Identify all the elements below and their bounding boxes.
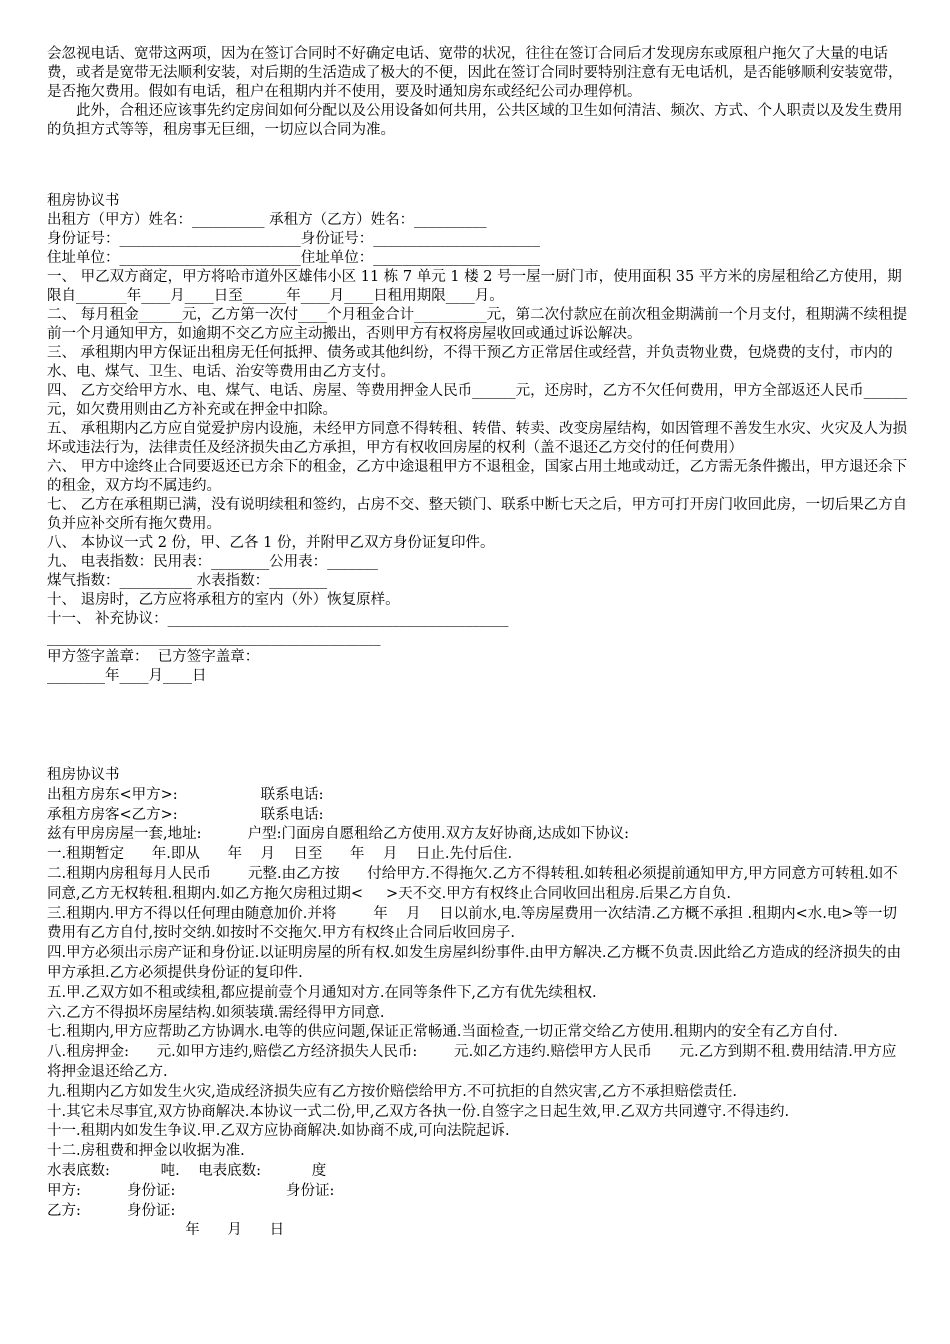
contract-2-meter-readings: 水表底数: 吨. 电表底数: 度 [47,1162,327,1179]
contract-2-clause-1: 一.租期暂定 年.即从 年 月 日至 年 月 日止.先付后住. [47,846,513,863]
contract-2-clause-11: 十一.租期内如发生争议.甲.乙双方应协商解决.如协商不成,可向法院起诉. [47,1123,510,1140]
contract-2-date: 年 月 日 [47,1222,285,1239]
contract-1-clause-3: 三、 承租期内甲方保证出租房无任何抵押、债务或其他纠纷，不得干预乙方正常居住或经营，并负责物业费，包烧费的支付，市内的水、电、煤气、卫生、电话、治安等费用由乙方支付。 [47,345,893,380]
contract-1-clause-5: 五、 承租期内乙方应自觉爱护房内设施，未经甲方同意不得转租、转借、转卖、改变房屋结构，如因管理不善发生水灾、火灾及人为损坏或违法行为，法律责任及经济损失由乙方承担，甲方有权收回房屋的权利（盖不退还乙方交付的任何费用） [47,421,908,456]
contract-2 [47,766,909,1241]
contract-2-clause-3: 三.租期内.甲方不得以任何理由随意加价.并将 年 月 日以前水,电.等房屋费用一次结清.乙方概不承担 .租期内<水.电>等一切费用有乙方自付,按时交纳.如按时不交拖欠.甲方有权终止合同后收回房子. [47,905,898,942]
contract-2-clause-9: 九.租期内乙方如发生火灾,造成经济损失应有乙方按价赔偿给甲方.不可抗拒的自然灾害,乙方不承担赔偿责任. [47,1083,738,1100]
contract-2-clause-12: 十二.房租费和押金以收据为准. [47,1143,245,1160]
contract-2-clause-4: 四.甲方必须出示房产证和身份证.以证明房屋的所有权.如发生房屋纠纷事件.由甲方解决.乙方概不负责.因此给乙方造成的经济损失的由甲方承担.乙方必须提供身份证的复印件. [47,945,902,981]
intro-paragraph-2: 此外，合租还应该事先约定房间如何分配以及公用设备如何共用，公共区域的卫生如何清洁、频次、方式、个人职责以及发生费用的负担方式等等，租房事无巨细，一切应以合同为准。 [47,103,903,138]
contract-1 [47,192,909,686]
contract-1-title: 租房协议书 [47,193,120,209]
contract-2-clause-8: 八.租房押金: 元.如甲方违约,赔偿乙方经济损失人民币: 元.如乙方违约.赔偿甲方人民币 元.乙方到期不租.费用结清.甲方应将押金退还给乙方. [47,1044,897,1080]
contract-2-landlord: 出租方房东<甲方>: 联系电话: [47,786,324,803]
intro-paragraph-1: 会忽视电话、宽带这两项，因为在签订合同时不好确定电话、宽带的状况，往往在签订合同后才发现房东或原租户拖欠了大量的电话费，或者是宽带无法顺利安装，对后期的生活造成了极大的不便，因此在签订合同时要特别注意有无电话机，是否能够顺利安装宽带，是否拖欠费用。假如有电话，租户在租期内并不使用，要及时通知房东或经纪公司办理停机。 [47,46,903,100]
contract-1-id-numbers: 身份证号：_________________________身份证号：_______________________ [47,231,540,247]
contract-2-party-a: 甲方: 身份证: 身份证: [47,1182,335,1199]
contract-2-clause-5: 五.甲.乙双方如不租或续租,都应提前壹个月通知对方.在同等条件下,乙方有优先续租权. [47,984,597,1001]
contract-1-clause-10: 十、 退房时，乙方应将承租方的室内（外）恢复原样。 [47,592,400,608]
contract-1-clause-6: 六、 甲方中途终止合同要返还已方余下的租金，乙方中途退租甲方不退租金，国家占用土地或动迁，乙方需无条件搬出，甲方退还余下的租金，双方均不属违约。 [47,459,908,494]
contract-1-addresses: 住址单位：_________________________住址单位：_______________________ [47,250,540,266]
contract-2-clause-7: 七.租期内,甲方应帮助乙方协调水.电等的供应问题,保证正常畅通.当面检查,一切正常交给乙方使用.租期内的安全有乙方自付. [47,1024,838,1041]
contract-2-property: 兹有甲房房屋一套,地址: 户型:门面房自愿租给乙方使用.双方友好协商,达成如下协议: [47,826,630,843]
contract-2-clause-6: 六.乙方不得损坏房屋结构.如须装璜.需经得甲方同意. [47,1004,385,1021]
contract-1-clause-1: 一、 甲乙双方商定，甲方将哈市道外区雄伟小区 11 栋 7 单元 1 楼 2 号一屋一厨门市，使用面积 35 平方米的房屋租给乙方使用，期限自_______年____月____日至______年____月____日租用期限____月。 [47,269,902,304]
contract-1-clause-7: 七、 乙方在承租期已满，没有说明续租和签约，占房不交、整天锁门、联系中断七天之后，甲方可打开房门收回此房，一切后果乙方自负并应补交所有拖欠费用。 [47,497,908,532]
contract-1-date: ________年____月____日 [47,668,207,684]
contract-1-party-names: 出租方（甲方）姓名：__________ 承租方（乙方）姓名：__________ [47,212,487,228]
contract-1-clause-8: 八、 本协议一式 2 份，甲、乙各 1 份，并附甲乙双方身份证复印件。 [47,535,495,551]
contract-1-clause-11-line: ______________________________________________ [47,630,381,646]
contract-1-clause-9: 九、 电表指数：民用表：________公用表：_______ [47,554,378,570]
contract-2-title: 租房协议书 [47,767,120,783]
contract-2-party-b: 乙方: 身份证: [47,1202,176,1219]
contract-1-clause-11: 十一、 补充协议：_______________________________________________ [47,611,509,627]
contract-1-clause-9-meters: 煤气指数：__________ 水表指数：________ [47,573,328,589]
contract-1-clause-4: 四、 乙方交给甲方水、电、煤气、电话、房屋、等费用押金人民币______元，还房时，乙方不欠任何费用，甲方全部返还人民币______元，如欠费用则由乙方补充或在押金中扣除。 [47,383,908,418]
contract-1-signatures: 甲方签字盖章： 已方签字盖章： [47,649,260,665]
intro-section [47,45,909,140]
contract-2-clause-10: 十.其它未尽事宜,双方协商解决.本协议一式二份,甲,乙双方各执一份.自签字之日起生效,甲.乙双方共同遵守.不得违约. [47,1103,790,1120]
document-page [47,45,909,1241]
contract-1-clause-2: 二、 每月租金______元，乙方第一次付____个月租金合计__________元，第二次付款应在前次租金期满前一个月支付，租期满不续租提前一个月通知甲方，如逾期不交乙方应主动搬出，否则甲方有权将房屋收回或通过诉讼解决。 [47,307,908,342]
contract-2-tenant: 承租方房客<乙方>: 联系电话: [47,806,324,823]
contract-2-clause-2: 二.租期内房租每月人民币 元整.由乙方按 付给甲方.不得拖欠.乙方不得转租.如转租必须提前通知甲方,甲方同意方可转租.如不同意,乙方无权转租.租期内.如乙方拖欠房租过期< >天不交.甲方有权终止合同收回出租房.后果乙方自负. [47,865,898,902]
